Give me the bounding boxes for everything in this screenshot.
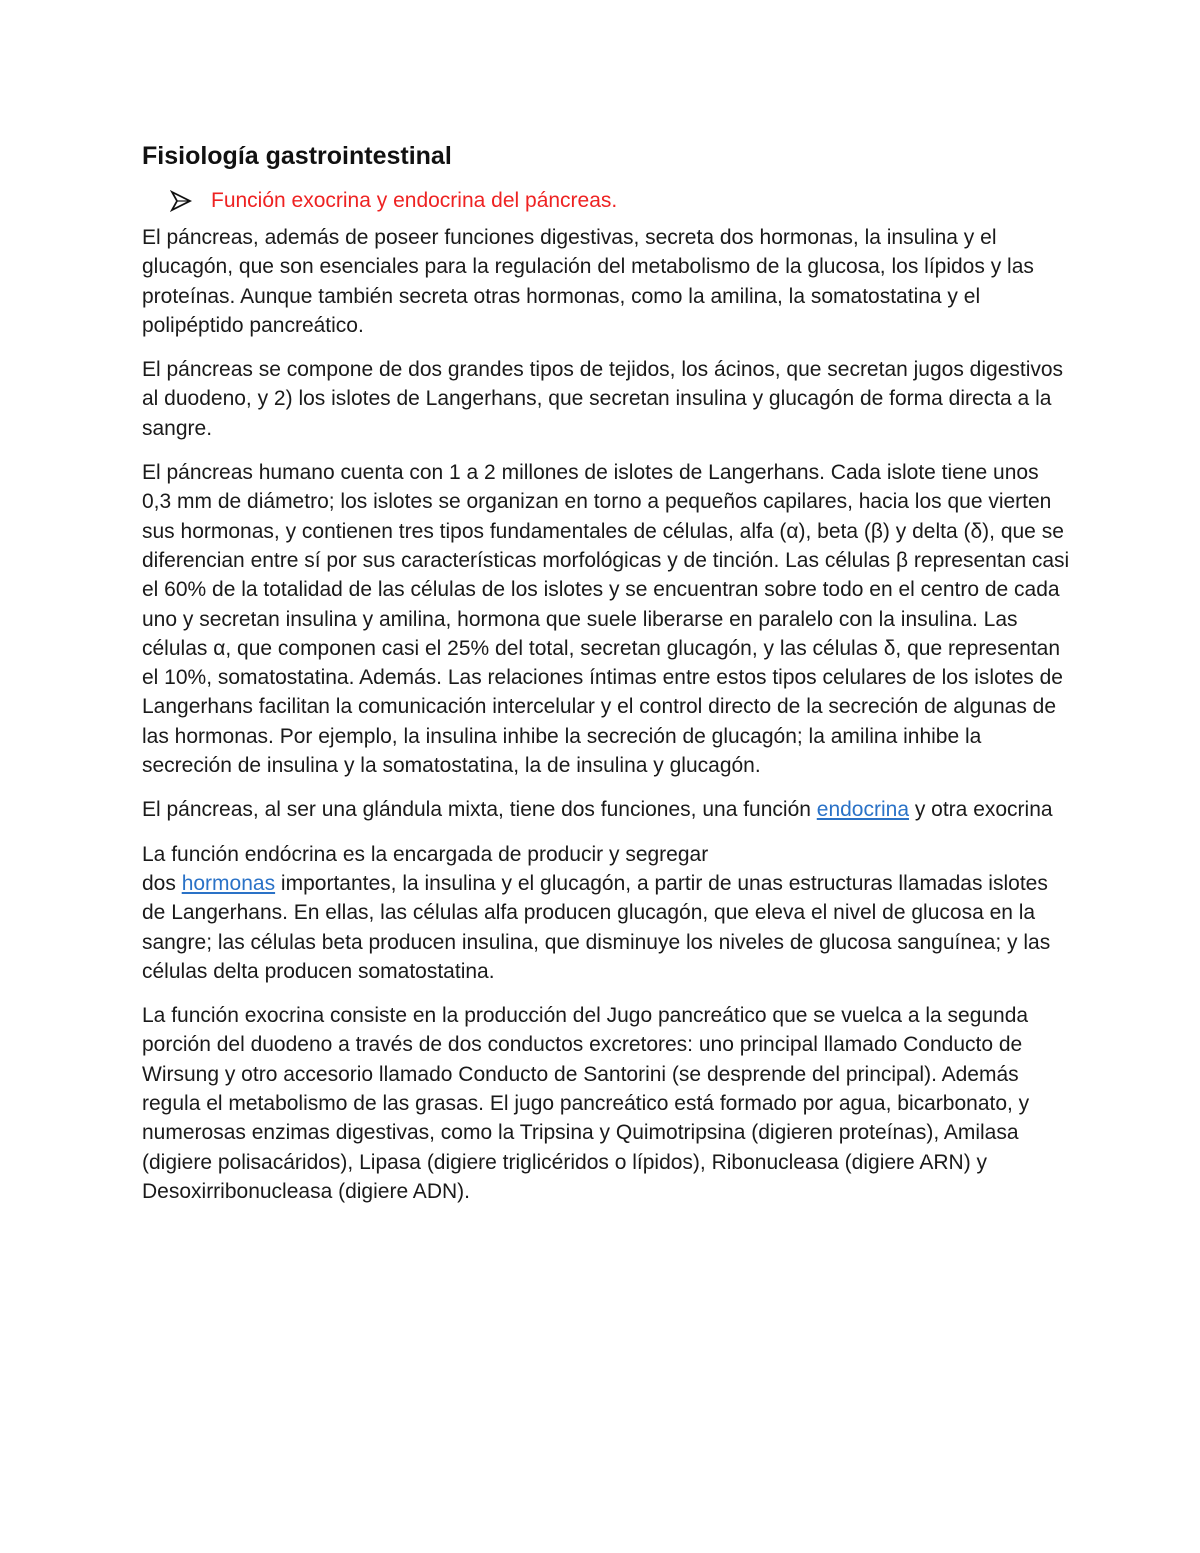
document-title: Fisiología gastrointestinal (142, 142, 452, 170)
paragraph-5 (142, 840, 1072, 986)
paragraph-4-text-before: El páncreas, al ser una glándula mixta, tiene dos funciones, una función (142, 798, 817, 822)
paragraph-4 (142, 795, 1072, 824)
bullet-text: Función exocrina y endocrina del páncreas. (211, 189, 618, 212)
paragraph-5-text-before: dos (142, 871, 182, 895)
paragraph-2: El páncreas se compone de dos grandes tipos de tejidos, los ácinos, que secretan jugos digestivos al duodeno, y 2) los islotes de Langerhans, que secretan insulina y glucagón de forma directa a la sangre. (142, 358, 1064, 440)
paragraph-5-line-1: La función endócrina es la encargada de producir y segregar (142, 842, 709, 866)
paragraph-5-text-after: importantes, la insulina y el glucagón, a partir de unas estructuras llamadas islotes de Langerhans. En ellas, las células alfa producen glucagón, que eleva el nivel de glucosa en la sangre; las células beta producen insulina, que disminuye los niveles de glucosa sanguínea; y las células delta producen somatostatina. (142, 871, 1051, 983)
paragraph-1: El páncreas, además de poseer funciones digestivas, secreta dos hormonas, la insulina y el glucagón, que son esenciales para la regulación del metabolismo de la glucosa, los lípidos y las proteínas. Aunque también secreta otras hormonas, como la amilina, la somatostatina y el polipéptido pancreático. (142, 226, 1034, 337)
hormonas-link[interactable]: hormonas (181, 871, 276, 895)
paragraph-3: El páncreas humano cuenta con 1 a 2 millones de islotes de Langerhans. Cada islote tiene unos 0,3 mm de diámetro; los islotes se organizan en torno a pequeños capilares, hacia los que vierten sus hormonas, y contienen tres tipos fundamentales de células, alfa (α), beta (β) y delta (δ), que se diferencian entre sí por sus características morfológicas y de tinción. Las células β representan casi el 60% de la totalidad de las células de los islotes y se encuentran sobre todo en el centro de cada uno y secretan insulina y amilina, hormona que suele liberarse en paralelo con la insulina. Las células α, que componen casi el 25% del total, secretan glucagón, y las células δ, que representan el 10%, somatostatina. Además. Las relaciones íntimas entre estos tipos celulares de los islotes de Langerhans facilitan la comunicación intercelular y el control directo de la secreción de algunas de las hormonas. Por ejemplo, la insulina inhibe la secreción de glucagón; la amilina inhibe la secreción de insulina y la somatostatina, la de insulina y glucagón. (142, 461, 1070, 778)
paragraph-6: La función exocrina consiste en la producción del Jugo pancreático que se vuelca a la segunda porción del duodeno a través de dos conductos excretores: uno principal llamado Conducto de Wirsung y otro accesorio llamado Conducto de Santorini (se desprende del principal). Además regula el metabolismo de las grasas. El jugo pancreático está formado por agua, bicarbonato, y numerosas enzimas digestivas, como la Tripsina y Quimotripsina (digieren proteínas), Amilasa (digiere polisacáridos), Lipasa (digiere triglicéridos o lípidos), Ribonucleasa (digiere ARN) y Desoxirribonucleasa (digiere ADN). (142, 1004, 1030, 1203)
paragraph-4-text-after: y otra exocrina (909, 798, 1053, 822)
arrowhead-bullet-icon (170, 190, 192, 212)
document-page (142, 138, 1072, 1221)
bullet-item (170, 186, 1072, 215)
endocrina-link[interactable]: endocrina (816, 798, 909, 822)
